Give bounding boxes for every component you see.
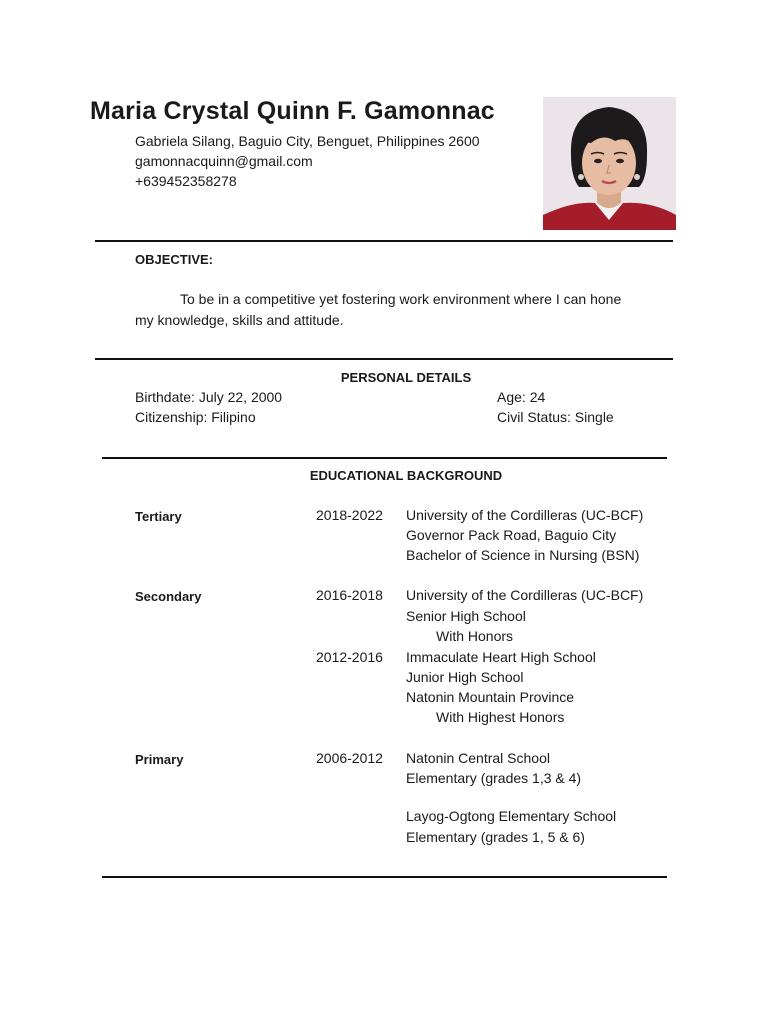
objective-text-line2: my knowledge, skills and attitude. [135, 312, 344, 328]
citizenship: Citizenship: Filipino [135, 409, 256, 425]
education-heading: EDUCATIONAL BACKGROUND [309, 468, 503, 483]
tertiary-degree: Bachelor of Science in Nursing (BSN) [406, 547, 640, 563]
divider-header [95, 240, 673, 242]
senior-high-honors: With Honors [436, 628, 514, 644]
primary-school-2-grades: Elementary (grades 1, 5 & 6) [406, 829, 585, 845]
objective-heading: OBJECTIVE: [135, 252, 214, 267]
divider-personal [102, 457, 667, 459]
divider-objective [95, 358, 673, 360]
primary-school-2: Layog-Ogtong Elementary School [406, 808, 617, 824]
birthdate: Birthdate: July 22, 2000 [135, 389, 283, 405]
senior-high-level: Senior High School [406, 608, 526, 624]
tertiary-years: 2018-2022 [316, 507, 383, 523]
junior-high-location: Natonin Mountain Province [406, 689, 575, 705]
senior-high-years: 2016-2018 [316, 587, 383, 603]
tertiary-label: Tertiary [135, 509, 182, 524]
email: gamonnacquinn@gmail.com [135, 153, 313, 169]
age: Age: 24 [497, 389, 546, 405]
primary-label: Primary [135, 752, 184, 767]
profile-photo-portrait [543, 97, 676, 230]
phone: +639452358278 [135, 173, 237, 189]
primary-years: 2006-2012 [316, 750, 383, 766]
primary-school-1-grades: Elementary (grades 1,3 & 4) [406, 770, 582, 786]
junior-high-level: Junior High School [406, 669, 524, 685]
junior-high-school: Immaculate Heart High School [406, 649, 596, 665]
tertiary-address: Governor Pack Road, Baguio City [406, 527, 617, 543]
junior-high-honors: With Highest Honors [436, 709, 565, 725]
profile-photo [543, 97, 676, 230]
primary-school-1: Natonin Central School [406, 750, 550, 766]
objective-text-line1: To be in a competitive yet fostering work environment where I can hone [180, 291, 622, 307]
address: Gabriela Silang, Baguio City, Benguet, Philippines 2600 [135, 133, 480, 149]
senior-high-school: University of the Cordilleras (UC-BCF) [406, 587, 644, 603]
junior-high-years: 2012-2016 [316, 649, 383, 665]
tertiary-school: University of the Cordilleras (UC-BCF) [406, 507, 644, 523]
resume-name: Maria Crystal Quinn F. Gamonnac [90, 97, 495, 125]
divider-education [102, 876, 667, 878]
civil-status: Civil Status: Single [497, 409, 614, 425]
secondary-label: Secondary [135, 589, 202, 604]
personal-details-heading: PERSONAL DETAILS [340, 370, 472, 385]
